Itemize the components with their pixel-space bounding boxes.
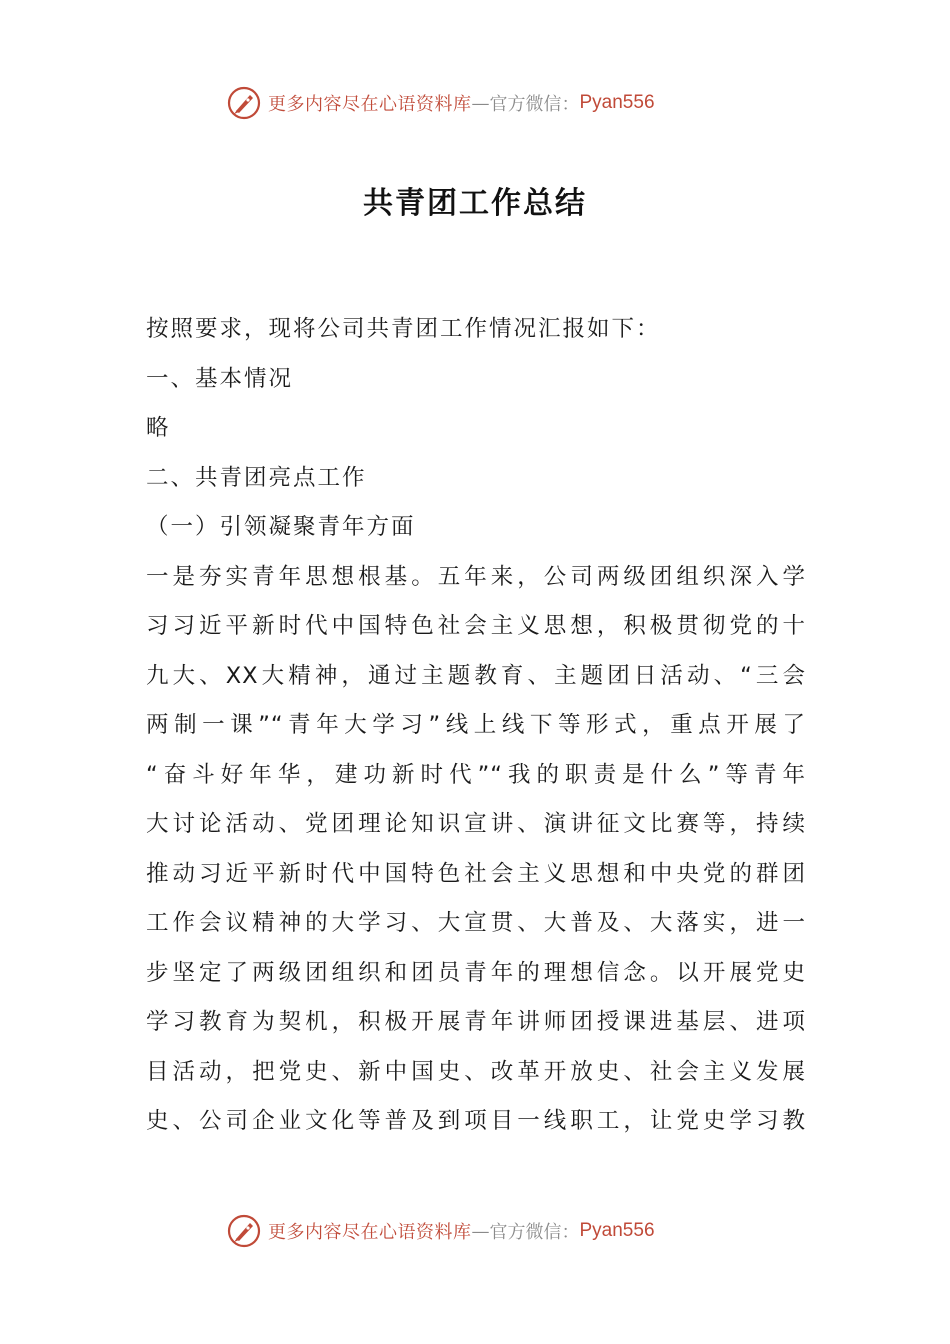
footer-watermark-banner <box>226 1211 655 1251</box>
watermark-dash: — <box>471 92 490 114</box>
pen-nib-logo-icon <box>226 85 262 121</box>
subsection1-heading: （一）引领凝聚青年方面 <box>146 514 416 540</box>
watermark-dash: — <box>471 1220 490 1242</box>
header-watermark-banner <box>226 83 655 123</box>
paragraph-line: 大讨论活动、党团理论知识宣讲、演讲征文比赛等，持续 <box>146 811 806 837</box>
watermark-main-text: 更多内容尽在心语资料库 <box>268 94 472 115</box>
paragraph-line: 习习近平新时代中国特色社会主义思想，积极贯彻党的十 <box>146 613 806 639</box>
watermark-wechat-label: 官方微信： <box>489 1222 580 1243</box>
document-title: 共青团工作总结 <box>363 186 587 221</box>
paragraph-line: “奋斗好年华，建功新时代”“我的职责是什么”等青年 <box>146 761 806 788</box>
paragraph-line: 两制一课”“青年大学习”线上线下等形式，重点开展了 <box>146 712 806 738</box>
paragraph-line: 一是夯实青年思想根基。五年来，公司两级团组织深入学 <box>146 563 806 590</box>
paragraph-line: 步坚定了两级团组织和团员青年的理想信念。以开展党史 <box>146 959 806 986</box>
section2-heading: 二、共青团亮点工作 <box>146 464 367 491</box>
watermark-wechat-id: Pyan556 <box>579 92 655 113</box>
paragraph-line: 史、公司企业文化等普及到项目一线职工，让党史学习教 <box>146 1108 806 1134</box>
pen-nib-logo-icon <box>226 1213 262 1249</box>
paragraph-line: 推动习近平新时代中国特色社会主义思想和中央党的群团 <box>146 860 806 887</box>
section1-body: 略 <box>146 415 169 441</box>
watermark-wechat-id: Pyan556 <box>579 1220 655 1241</box>
intro-line: 按照要求，现将公司共青团工作情况汇报如下： <box>146 316 661 342</box>
document-body <box>146 305 806 1147</box>
watermark-wechat-label: 官方微信： <box>489 94 580 115</box>
paragraph-line: 目活动，把党史、新中国史、改革开放史、社会主义发展 <box>146 1058 806 1085</box>
watermark-main-text: 更多内容尽在心语资料库 <box>268 1222 472 1243</box>
paragraph-line: 九大、XX大精神，通过主题教育、主题团日活动、“三会 <box>146 662 806 689</box>
paragraph-line: 工作会议精神的大学习、大宣贯、大普及、大落实，进一 <box>146 910 806 936</box>
section1-heading: 一、基本情况 <box>146 365 294 392</box>
paragraph-line: 学习教育为契机，积极开展青年讲师团授课进基层、进项 <box>146 1009 806 1035</box>
